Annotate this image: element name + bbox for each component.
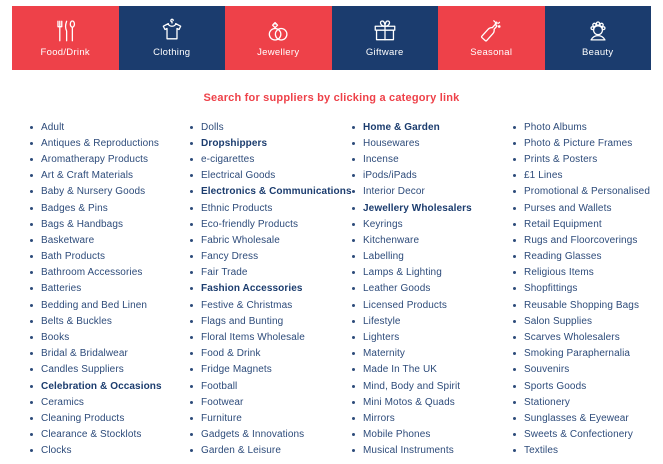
category-column-4 xyxy=(513,119,653,459)
category-link-religious-items[interactable]: Religious Items xyxy=(524,267,594,279)
bullet-icon xyxy=(352,385,355,388)
bullet-icon xyxy=(190,417,193,420)
category-link-lifestyle[interactable]: Lifestyle xyxy=(363,315,401,327)
category-link-badges-pins[interactable]: Badges & Pins xyxy=(41,202,108,214)
list-item xyxy=(352,329,513,345)
category-link-bedding-and-bed-linen[interactable]: Bedding and Bed Linen xyxy=(41,299,148,311)
list-item xyxy=(513,135,653,151)
bullet-icon xyxy=(30,126,33,129)
gift-icon xyxy=(372,18,398,44)
list-item xyxy=(352,135,513,151)
list-item xyxy=(30,216,190,232)
bullet-icon xyxy=(190,174,193,177)
category-link-celebration-occasions[interactable]: Celebration & Occasions xyxy=(41,380,162,392)
list-item xyxy=(513,346,653,362)
category-link-labelling[interactable]: Labelling xyxy=(363,251,404,263)
tab-seasonal[interactable] xyxy=(438,6,545,70)
bullet-icon xyxy=(30,417,33,420)
list-item xyxy=(352,200,513,216)
list-item xyxy=(30,135,190,151)
category-link-candles-suppliers[interactable]: Candles Suppliers xyxy=(41,364,124,376)
bullet-icon xyxy=(352,320,355,323)
bullet-icon xyxy=(190,304,193,307)
category-link-lamps-lighting[interactable]: Lamps & Lighting xyxy=(363,267,442,279)
list-item xyxy=(190,362,352,378)
bullet-icon xyxy=(513,320,516,323)
list-item xyxy=(30,232,190,248)
bullet-icon xyxy=(30,352,33,355)
category-link-baby-nursery-goods[interactable]: Baby & Nursery Goods xyxy=(41,186,146,198)
bullet-icon xyxy=(352,207,355,210)
list-item xyxy=(190,168,352,184)
bullet-icon xyxy=(513,304,516,307)
list-item xyxy=(30,443,190,459)
list-item xyxy=(513,119,653,135)
list-item xyxy=(190,329,352,345)
category-link-belts-buckles[interactable]: Belts & Buckles xyxy=(41,315,112,327)
list-item xyxy=(30,427,190,443)
bullet-icon xyxy=(352,401,355,404)
bullet-icon xyxy=(352,158,355,161)
list-item xyxy=(190,232,352,248)
bullet-icon xyxy=(30,401,33,404)
list-item xyxy=(352,313,513,329)
bullet-icon xyxy=(513,142,516,145)
category-link-photo-albums[interactable]: Photo Albums xyxy=(524,121,587,133)
category-link-flags-and-bunting[interactable]: Flags and Bunting xyxy=(201,315,284,327)
list-item xyxy=(513,378,653,394)
category-link-rugs-and-floorcoverings[interactable]: Rugs and Floorcoverings xyxy=(524,234,638,246)
bullet-icon xyxy=(352,190,355,193)
list-item xyxy=(190,184,352,200)
list-item xyxy=(190,346,352,362)
category-link-antiques-reproductions[interactable]: Antiques & Reproductions xyxy=(41,137,160,149)
category-link-basketware[interactable]: Basketware xyxy=(41,234,95,246)
list-item xyxy=(190,410,352,426)
category-link-stationery[interactable]: Stationery xyxy=(524,396,571,408)
list-item xyxy=(352,297,513,313)
category-link-footwear[interactable]: Footwear xyxy=(201,396,244,408)
category-link-ipods-ipads[interactable]: iPods/iPads xyxy=(363,170,417,182)
category-link-interior-decor[interactable]: Interior Decor xyxy=(363,186,425,198)
rings-icon xyxy=(265,18,291,44)
bullet-icon xyxy=(30,255,33,258)
tab-label: Beauty xyxy=(582,47,614,58)
bullet-icon xyxy=(30,449,33,452)
list-item xyxy=(352,427,513,443)
bullet-icon xyxy=(352,368,355,371)
category-link-kitchenware[interactable]: Kitchenware xyxy=(363,234,420,246)
champagne-icon xyxy=(478,18,504,44)
list-item xyxy=(190,119,352,135)
category-link-reusable-shopping-bags[interactable]: Reusable Shopping Bags xyxy=(524,299,640,311)
bullet-icon xyxy=(513,126,516,129)
bullet-icon xyxy=(513,336,516,339)
utensils-icon xyxy=(52,18,78,44)
list-item xyxy=(352,119,513,135)
list-item xyxy=(513,184,653,200)
bullet-icon xyxy=(513,223,516,226)
list-item xyxy=(352,151,513,167)
bullet-icon xyxy=(513,158,516,161)
bullet-icon xyxy=(190,255,193,258)
category-link-batteries[interactable]: Batteries xyxy=(41,283,82,295)
list-item xyxy=(513,427,653,443)
bullet-icon xyxy=(513,190,516,193)
list-item xyxy=(513,168,653,184)
bullet-icon xyxy=(513,417,516,420)
bullet-icon xyxy=(352,223,355,226)
category-link-home-garden[interactable]: Home & Garden xyxy=(363,121,440,133)
category-link-1-lines[interactable]: £1 Lines xyxy=(524,170,563,182)
list-item xyxy=(190,394,352,410)
bullet-icon xyxy=(352,126,355,129)
category-link-sunglasses-eyewear[interactable]: Sunglasses & Eyewear xyxy=(524,412,629,424)
bullet-icon xyxy=(190,433,193,436)
bullet-icon xyxy=(513,287,516,290)
bullet-icon xyxy=(513,449,516,452)
list-item xyxy=(190,443,352,459)
category-column-2 xyxy=(190,119,352,459)
list-item xyxy=(190,313,352,329)
list-item xyxy=(30,168,190,184)
category-link-mirrors[interactable]: Mirrors xyxy=(363,412,395,424)
category-link-scarves-wholesalers[interactable]: Scarves Wholesalers xyxy=(524,332,620,344)
list-item xyxy=(190,281,352,297)
tab-label: Clothing xyxy=(153,47,191,58)
list-item xyxy=(513,216,653,232)
tab-beauty[interactable] xyxy=(545,6,652,70)
list-item xyxy=(30,184,190,200)
category-link-jewellery-wholesalers[interactable]: Jewellery Wholesalers xyxy=(363,202,472,214)
category-link-musical-instruments[interactable]: Musical Instruments xyxy=(363,445,454,457)
bullet-icon xyxy=(30,433,33,436)
bullet-icon xyxy=(352,433,355,436)
bullet-icon xyxy=(190,320,193,323)
bullet-icon xyxy=(352,352,355,355)
bullet-icon xyxy=(190,385,193,388)
category-link-fair-trade[interactable]: Fair Trade xyxy=(201,267,248,279)
category-link-incense[interactable]: Incense xyxy=(363,153,399,165)
bullet-icon xyxy=(30,239,33,242)
category-link-eco-friendly-products[interactable]: Eco-friendly Products xyxy=(201,218,299,230)
category-link-bridal-bridalwear[interactable]: Bridal & Bridalwear xyxy=(41,348,128,360)
bullet-icon xyxy=(30,368,33,371)
bullet-icon xyxy=(190,449,193,452)
category-link-electrical-goods[interactable]: Electrical Goods xyxy=(201,170,276,182)
bullet-icon xyxy=(190,239,193,242)
category-link-keyrings[interactable]: Keyrings xyxy=(363,218,403,230)
bullet-icon xyxy=(30,304,33,307)
list-item xyxy=(352,184,513,200)
bullet-icon xyxy=(30,271,33,274)
bullet-icon xyxy=(190,207,193,210)
bullet-icon xyxy=(190,287,193,290)
bullet-icon xyxy=(30,287,33,290)
category-link-sweets-confectionery[interactable]: Sweets & Confectionery xyxy=(524,429,633,441)
bullet-icon xyxy=(190,142,193,145)
category-link-gadgets-innovations[interactable]: Gadgets & Innovations xyxy=(201,429,305,441)
list-item xyxy=(352,346,513,362)
category-link-leather-goods[interactable]: Leather Goods xyxy=(363,283,431,295)
list-item xyxy=(30,346,190,362)
category-link-electronics-communications[interactable]: Electronics & Communications xyxy=(201,186,352,198)
tab-jewellery[interactable] xyxy=(225,6,332,70)
list-item xyxy=(190,427,352,443)
category-link-sports-goods[interactable]: Sports Goods xyxy=(524,380,587,392)
list-item xyxy=(190,297,352,313)
category-link-dolls[interactable]: Dolls xyxy=(201,121,224,133)
category-link-souvenirs[interactable]: Souvenirs xyxy=(524,364,570,376)
category-link-made-in-the-uk[interactable]: Made In The UK xyxy=(363,364,438,376)
bullet-icon xyxy=(190,401,193,404)
bullet-icon xyxy=(352,239,355,242)
list-item xyxy=(190,200,352,216)
category-link-salon-supplies[interactable]: Salon Supplies xyxy=(524,315,593,327)
bullet-icon xyxy=(513,368,516,371)
category-tabbar xyxy=(12,6,651,70)
bullet-icon xyxy=(190,126,193,129)
tab-label: Food/Drink xyxy=(40,47,90,58)
list-item xyxy=(30,378,190,394)
category-link-football[interactable]: Football xyxy=(201,380,238,392)
category-link-mind-body-and-spirit[interactable]: Mind, Body and Spirit xyxy=(363,380,461,392)
category-link-art-craft-materials[interactable]: Art & Craft Materials xyxy=(41,170,134,182)
list-item xyxy=(352,362,513,378)
bullet-icon xyxy=(513,207,516,210)
list-item xyxy=(352,378,513,394)
bullet-icon xyxy=(30,142,33,145)
category-link-fabric-wholesale[interactable]: Fabric Wholesale xyxy=(201,234,280,246)
list-item xyxy=(513,362,653,378)
list-item xyxy=(30,281,190,297)
category-link-lighters[interactable]: Lighters xyxy=(363,332,400,344)
category-link-clearance-stocklots[interactable]: Clearance & Stocklots xyxy=(41,429,142,441)
category-link-maternity[interactable]: Maternity xyxy=(363,348,406,360)
tab-food-drink[interactable] xyxy=(12,6,119,70)
list-item xyxy=(513,265,653,281)
category-link-textiles[interactable]: Textiles xyxy=(524,445,559,457)
list-item xyxy=(513,232,653,248)
bullet-icon xyxy=(513,255,516,258)
bullet-icon xyxy=(352,449,355,452)
category-link-floral-items-wholesale[interactable]: Floral Items Wholesale xyxy=(201,332,305,344)
category-link-e-cigarettes[interactable]: e-cigarettes xyxy=(201,153,255,165)
category-link-housewares[interactable]: Housewares xyxy=(363,137,420,149)
bullet-icon xyxy=(190,158,193,161)
bullet-icon xyxy=(190,223,193,226)
bullet-icon xyxy=(30,190,33,193)
list-item xyxy=(513,249,653,265)
category-link-promotional-personalised[interactable]: Promotional & Personalised xyxy=(524,186,650,198)
category-link-retail-equipment[interactable]: Retail Equipment xyxy=(524,218,602,230)
bullet-icon xyxy=(190,352,193,355)
list-item xyxy=(30,329,190,345)
list-item xyxy=(352,410,513,426)
list-item xyxy=(513,329,653,345)
list-item xyxy=(190,151,352,167)
list-item xyxy=(352,216,513,232)
bullet-icon xyxy=(352,304,355,307)
category-link-mobile-phones[interactable]: Mobile Phones xyxy=(363,429,431,441)
list-item xyxy=(352,265,513,281)
list-item xyxy=(513,297,653,313)
list-item xyxy=(513,313,653,329)
bullet-icon xyxy=(190,271,193,274)
bullet-icon xyxy=(190,190,193,193)
category-link-bags-handbags[interactable]: Bags & Handbags xyxy=(41,218,124,230)
list-item xyxy=(513,394,653,410)
category-link-licensed-products[interactable]: Licensed Products xyxy=(363,299,447,311)
page-title: Search for suppliers by clicking a category link xyxy=(203,92,460,104)
category-link-clocks[interactable]: Clocks xyxy=(41,445,72,457)
list-item xyxy=(30,313,190,329)
bullet-icon xyxy=(30,158,33,161)
bullet-icon xyxy=(30,320,33,323)
list-item xyxy=(30,410,190,426)
list-item xyxy=(190,378,352,394)
category-link-fridge-magnets[interactable]: Fridge Magnets xyxy=(201,364,272,376)
category-link-festive-christmas[interactable]: Festive & Christmas xyxy=(201,299,293,311)
list-item xyxy=(30,265,190,281)
bullet-icon xyxy=(30,174,33,177)
list-item xyxy=(30,297,190,313)
tab-giftware[interactable] xyxy=(332,6,439,70)
category-link-shopfittings[interactable]: Shopfittings xyxy=(524,283,578,295)
tab-label: Jewellery xyxy=(257,47,300,58)
category-link-furniture[interactable]: Furniture xyxy=(201,412,242,424)
list-item xyxy=(190,249,352,265)
bullet-icon xyxy=(190,336,193,339)
beauty-head-icon xyxy=(585,18,611,44)
list-item xyxy=(30,249,190,265)
list-item xyxy=(352,168,513,184)
bullet-icon xyxy=(352,336,355,339)
tshirt-icon xyxy=(159,18,185,44)
list-item xyxy=(190,216,352,232)
category-column-1 xyxy=(30,119,190,459)
category-link-dropshippers[interactable]: Dropshippers xyxy=(201,137,268,149)
list-item xyxy=(30,119,190,135)
category-columns xyxy=(30,119,653,459)
bullet-icon xyxy=(352,417,355,420)
category-link-ceramics[interactable]: Ceramics xyxy=(41,396,85,408)
tab-label: Seasonal xyxy=(470,47,513,58)
category-link-mini-motos-quads[interactable]: Mini Motos & Quads xyxy=(363,396,455,408)
bullet-icon xyxy=(352,287,355,290)
category-link-smoking-paraphernalia[interactable]: Smoking Paraphernalia xyxy=(524,348,631,360)
list-item xyxy=(513,410,653,426)
bullet-icon xyxy=(30,207,33,210)
bullet-icon xyxy=(513,385,516,388)
bullet-icon xyxy=(513,401,516,404)
bullet-icon xyxy=(30,385,33,388)
tab-clothing[interactable] xyxy=(119,6,226,70)
bullet-icon xyxy=(30,336,33,339)
list-item xyxy=(30,394,190,410)
list-item xyxy=(190,135,352,151)
list-item xyxy=(352,281,513,297)
bullet-icon xyxy=(352,255,355,258)
list-item xyxy=(513,281,653,297)
list-item xyxy=(513,151,653,167)
category-link-bath-products[interactable]: Bath Products xyxy=(41,251,106,263)
list-item xyxy=(513,443,653,459)
bullet-icon xyxy=(513,174,516,177)
category-link-photo-picture-frames[interactable]: Photo & Picture Frames xyxy=(524,137,633,149)
list-item xyxy=(30,151,190,167)
bullet-icon xyxy=(513,239,516,242)
category-link-garden-leisure[interactable]: Garden & Leisure xyxy=(201,445,281,457)
list-item xyxy=(352,394,513,410)
list-item xyxy=(352,249,513,265)
list-item xyxy=(30,200,190,216)
list-item xyxy=(190,265,352,281)
bullet-icon xyxy=(513,433,516,436)
category-link-fancy-dress[interactable]: Fancy Dress xyxy=(201,251,259,263)
category-column-3 xyxy=(352,119,513,459)
bullet-icon xyxy=(190,368,193,371)
bullet-icon xyxy=(352,174,355,177)
category-link-books[interactable]: Books xyxy=(41,332,70,344)
bullet-icon xyxy=(352,271,355,274)
category-link-adult[interactable]: Adult xyxy=(41,121,65,133)
category-link-prints-posters[interactable]: Prints & Posters xyxy=(524,153,598,165)
category-link-fashion-accessories[interactable]: Fashion Accessories xyxy=(201,283,303,295)
list-item xyxy=(352,232,513,248)
list-item xyxy=(352,443,513,459)
category-link-food-drink[interactable]: Food & Drink xyxy=(201,348,261,360)
bullet-icon xyxy=(513,352,516,355)
bullet-icon xyxy=(513,271,516,274)
category-link-bathroom-accessories[interactable]: Bathroom Accessories xyxy=(41,267,143,279)
category-link-purses-and-wallets[interactable]: Purses and Wallets xyxy=(524,202,612,214)
category-link-cleaning-products[interactable]: Cleaning Products xyxy=(41,412,125,424)
list-item xyxy=(513,200,653,216)
bullet-icon xyxy=(352,142,355,145)
list-item xyxy=(30,362,190,378)
bullet-icon xyxy=(30,223,33,226)
category-link-ethnic-products[interactable]: Ethnic Products xyxy=(201,202,273,214)
category-link-aromatherapy-products[interactable]: Aromatherapy Products xyxy=(41,153,149,165)
tab-label: Giftware xyxy=(365,47,404,58)
category-link-reading-glasses[interactable]: Reading Glasses xyxy=(524,251,602,263)
